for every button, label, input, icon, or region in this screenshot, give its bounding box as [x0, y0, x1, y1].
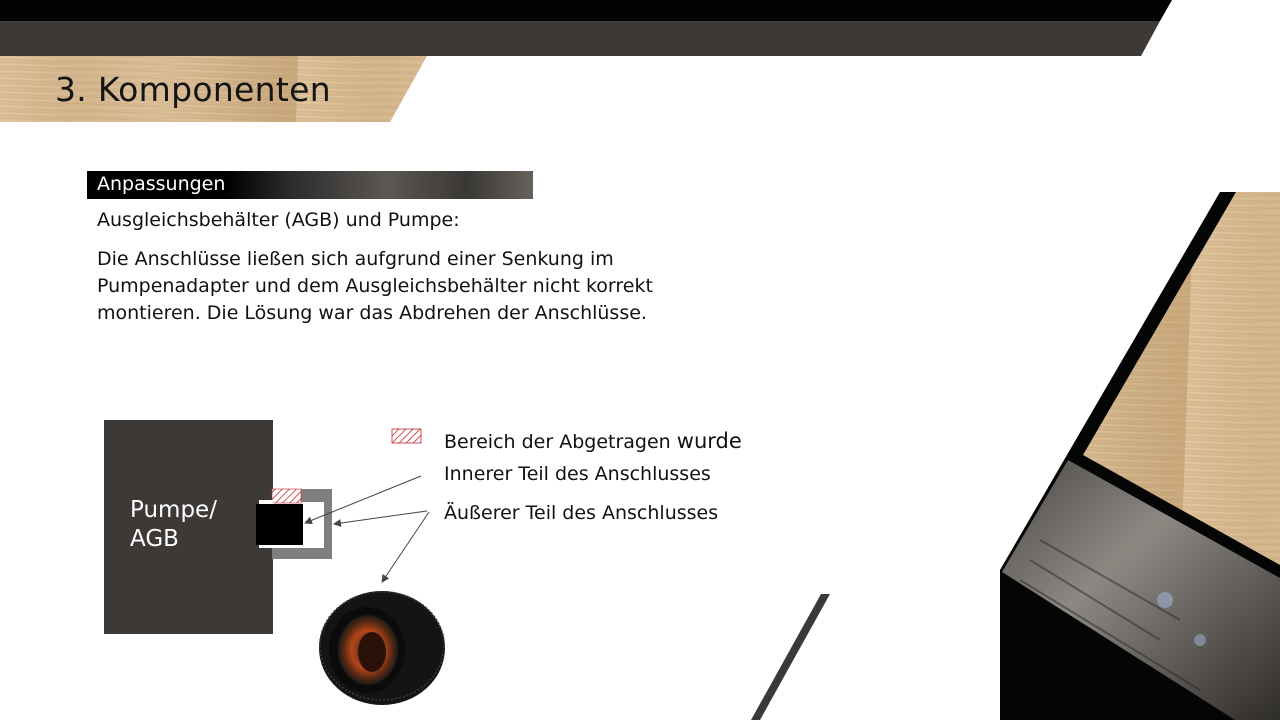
removed-area-hatch	[272, 489, 301, 503]
arrow-fitting-photo	[382, 512, 429, 582]
description-paragraph: Die Anschlüsse ließen sich aufgrund einer Senkung im Pumpenadapter und dem Ausgleichsbehälter nicht korrekt montieren. Die Lösung war das Abdrehen der Anschlüsse.	[97, 248, 653, 324]
fitting-photo	[319, 591, 445, 705]
legend-inner-part: Innerer Teil des Anschlusses	[444, 463, 711, 485]
subtitle: Ausgleichsbehälter (AGB) und Pumpe:	[97, 209, 460, 231]
legend-outer-part: Äußerer Teil des Anschlusses	[444, 502, 719, 524]
legend-removed-area-text-2: wurde	[676, 429, 742, 453]
top-gray-bar	[0, 21, 1160, 56]
legend-removed-area-text: Bereich der Abgetragen	[444, 431, 677, 453]
bottom-diagonal-stripe	[751, 594, 830, 720]
legend-hatch-swatch	[392, 429, 421, 443]
section-label: Anpassungen	[97, 173, 226, 195]
pump-label-line1: Pumpe/	[130, 497, 217, 523]
top-black-bar	[0, 0, 1172, 21]
pump-label-line2: AGB	[130, 526, 179, 552]
inner-connector-part	[256, 504, 303, 545]
page-title: 3. Komponenten	[55, 70, 331, 109]
pump-label	[130, 496, 217, 554]
arrow-outer-part	[334, 511, 427, 524]
legend-removed-area	[444, 429, 742, 453]
section-header-bar	[87, 171, 533, 199]
